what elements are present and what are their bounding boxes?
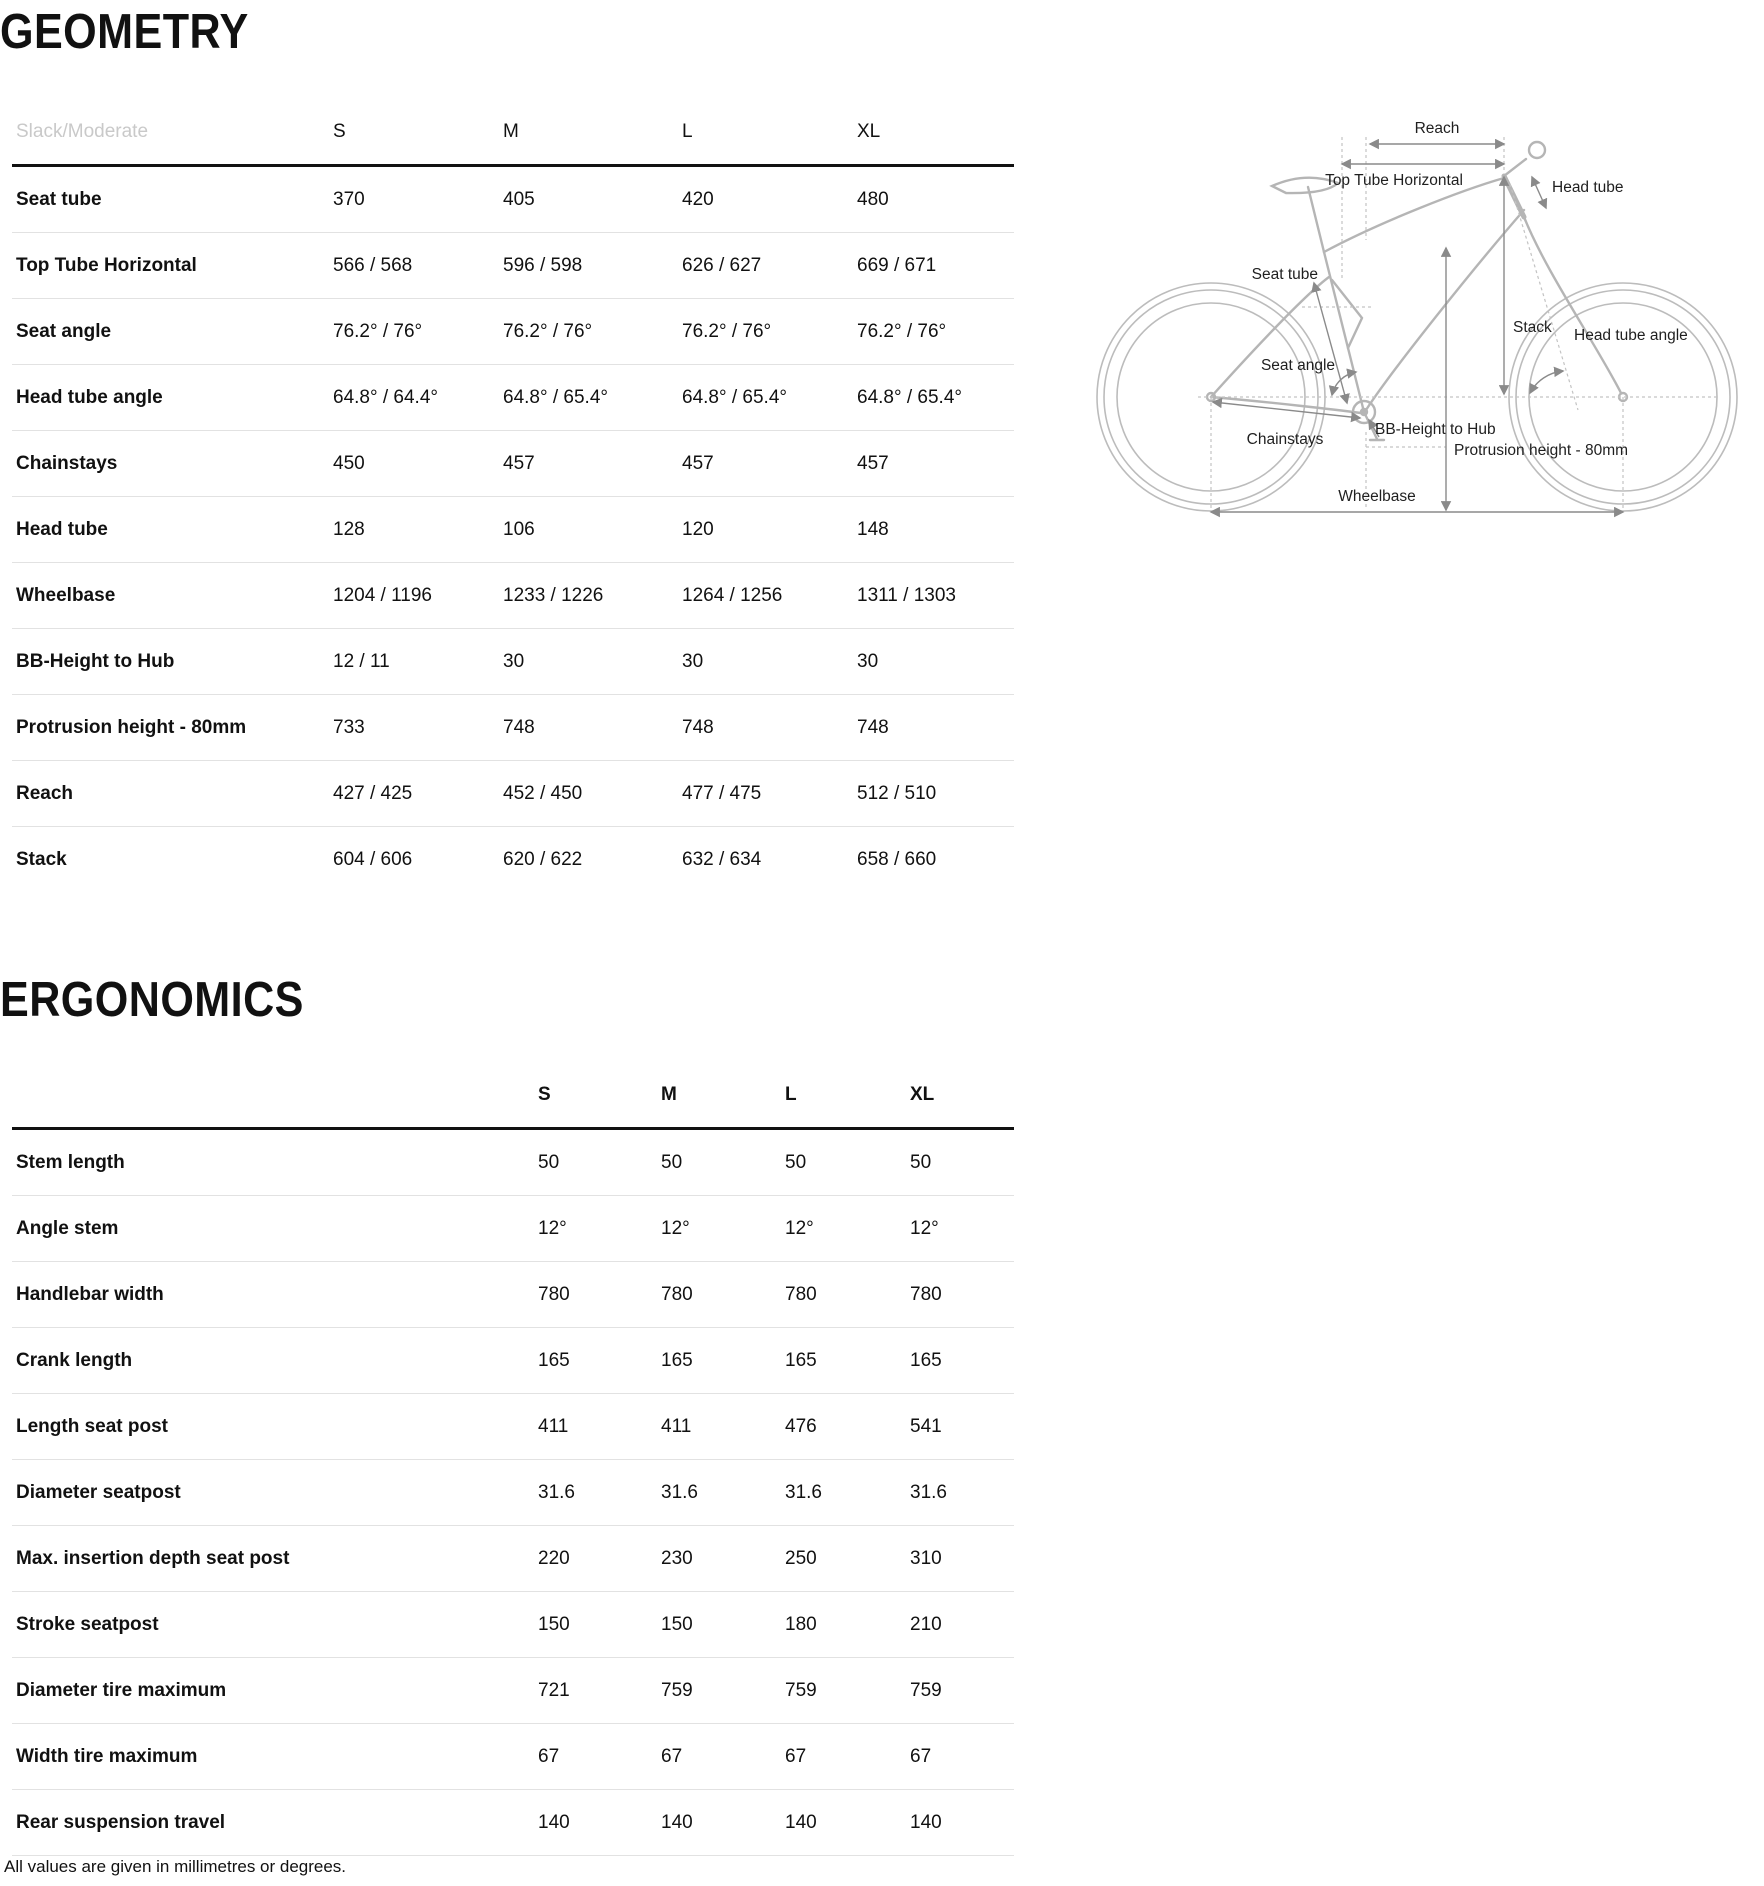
- row-value: 450: [333, 452, 365, 474]
- row-value: 140: [910, 1811, 942, 1833]
- table-row: [12, 233, 1014, 299]
- row-value: 31.6: [910, 1481, 947, 1503]
- table-row: [12, 1724, 1014, 1790]
- row-value: 452 / 450: [503, 782, 583, 804]
- table-row: [12, 1790, 1014, 1856]
- row-value: 748: [857, 716, 889, 738]
- row-label: Diameter seatpost: [16, 1481, 181, 1503]
- diagram-label-reach: Reach: [1414, 120, 1460, 137]
- diagram-label-stack: Stack: [1513, 319, 1552, 336]
- row-value: 50: [785, 1151, 807, 1173]
- row-value: 759: [910, 1679, 942, 1701]
- row-value: 31.6: [538, 1481, 575, 1503]
- row-value: 165: [661, 1349, 693, 1371]
- row-label: Seat angle: [16, 320, 112, 342]
- geometry-header-first-col: Slack/Moderate: [16, 120, 149, 142]
- row-value: 12°: [538, 1217, 567, 1239]
- table-row: [12, 1460, 1014, 1526]
- row-value: 76.2° / 76°: [503, 320, 593, 342]
- row-value: 780: [910, 1283, 942, 1305]
- diagram-label-seat-tube: Seat tube: [1251, 266, 1318, 283]
- table-row: [12, 497, 1014, 563]
- row-label: Stack: [16, 848, 67, 870]
- geometry-table: [12, 99, 1014, 892]
- table-row: [12, 1526, 1014, 1592]
- table-row: [12, 1262, 1014, 1328]
- row-value: 140: [661, 1811, 693, 1833]
- row-value: 67: [910, 1745, 932, 1767]
- diagram-label-seat-angle: Seat angle: [1260, 357, 1336, 374]
- row-label: Wheelbase: [16, 584, 116, 606]
- row-label: Chainstays: [16, 452, 118, 474]
- row-value: 632 / 634: [682, 848, 762, 870]
- row-value: 1264 / 1256: [682, 584, 783, 606]
- row-value: 12°: [785, 1217, 814, 1239]
- row-value: 210: [910, 1613, 942, 1635]
- row-value: 12°: [910, 1217, 939, 1239]
- row-value: 128: [333, 518, 365, 540]
- row-value: 780: [785, 1283, 817, 1305]
- table-row: [12, 1592, 1014, 1658]
- geometry-header-col-xl: XL: [857, 120, 881, 142]
- row-value: 477 / 475: [682, 782, 762, 804]
- row-label: Crank length: [16, 1349, 133, 1371]
- table-row: [12, 1658, 1014, 1724]
- row-value: 310: [910, 1547, 942, 1569]
- geometry-table-header: [12, 99, 1014, 167]
- table-row: [12, 761, 1014, 827]
- row-value: 411: [661, 1415, 692, 1437]
- table-row: [12, 629, 1014, 695]
- row-value: 50: [910, 1151, 932, 1173]
- row-value: 411: [538, 1415, 569, 1437]
- row-value: 165: [910, 1349, 942, 1371]
- diagram-label-head-tube: Head tube: [1552, 179, 1624, 196]
- ergonomics-header-col-xl: XL: [910, 1083, 935, 1105]
- row-value: 1311 / 1303: [857, 584, 956, 606]
- row-value: 658 / 660: [857, 848, 937, 870]
- row-value: 250: [785, 1547, 817, 1569]
- table-row: [12, 167, 1014, 233]
- row-value: 140: [785, 1811, 817, 1833]
- row-value: 67: [538, 1745, 560, 1767]
- row-label: Width tire maximum: [16, 1745, 198, 1767]
- row-value: 76.2° / 76°: [333, 320, 423, 342]
- row-value: 165: [785, 1349, 817, 1371]
- row-value: 476: [785, 1415, 817, 1437]
- row-value: 30: [857, 650, 879, 672]
- row-value: 405: [503, 188, 535, 210]
- row-label: Head tube angle: [16, 386, 163, 408]
- row-value: 230: [661, 1547, 693, 1569]
- table-row: [12, 1130, 1014, 1196]
- bike-geometry-diagram: [1080, 80, 1764, 525]
- row-value: 148: [857, 518, 889, 540]
- row-label: Handlebar width: [16, 1283, 164, 1305]
- table-row: [12, 695, 1014, 761]
- geometry-header-col-l: L: [682, 120, 693, 142]
- row-value: 733: [333, 716, 365, 738]
- row-value: 780: [661, 1283, 693, 1305]
- row-value: 106: [503, 518, 535, 540]
- row-value: 64.8° / 65.4°: [857, 386, 962, 408]
- diagram-label-chainstays: Chainstays: [1246, 431, 1324, 448]
- row-value: 420: [682, 188, 714, 210]
- row-value: 64.8° / 65.4°: [682, 386, 787, 408]
- row-label: Diameter tire maximum: [16, 1679, 227, 1701]
- table-row: [12, 1196, 1014, 1262]
- row-label: Reach: [16, 782, 74, 804]
- table-row: [12, 1394, 1014, 1460]
- row-value: 541: [910, 1415, 942, 1437]
- geometry-header-col-m: M: [503, 120, 519, 142]
- row-label: Head tube: [16, 518, 108, 540]
- row-value: 626 / 627: [682, 254, 762, 276]
- geometry-header-col-s: S: [333, 120, 346, 142]
- table-row: [12, 563, 1014, 629]
- row-value: 67: [785, 1745, 807, 1767]
- units-footnote: All values are given in millimetres or degrees.: [4, 1857, 347, 1876]
- row-value: 669 / 671: [857, 254, 937, 276]
- ergonomics-header-col-m: M: [661, 1083, 677, 1105]
- row-value: 457: [857, 452, 889, 474]
- diagram-label-wheelbase: Wheelbase: [1338, 488, 1416, 505]
- row-label: Seat tube: [16, 188, 102, 210]
- row-value: 220: [538, 1547, 570, 1569]
- row-label: Rear suspension travel: [16, 1811, 226, 1833]
- row-value: 457: [682, 452, 714, 474]
- table-row: [12, 299, 1014, 365]
- row-value: 150: [538, 1613, 570, 1635]
- row-value: 31.6: [785, 1481, 822, 1503]
- diagram-label-bb-height: BB-Height to Hub: [1375, 421, 1496, 438]
- row-value: 76.2° / 76°: [682, 320, 772, 342]
- row-label: BB-Height to Hub: [16, 650, 175, 672]
- row-value: 30: [682, 650, 704, 672]
- row-label: Length seat post: [16, 1415, 169, 1437]
- row-value: 748: [503, 716, 535, 738]
- ergonomics-header-col-l: L: [785, 1083, 797, 1105]
- row-value: 457: [503, 452, 535, 474]
- row-value: 748: [682, 716, 714, 738]
- row-value: 427 / 425: [333, 782, 413, 804]
- row-value: 620 / 622: [503, 848, 583, 870]
- row-value: 30: [503, 650, 525, 672]
- row-value: 370: [333, 188, 365, 210]
- row-value: 1233 / 1226: [503, 584, 604, 606]
- row-value: 604 / 606: [333, 848, 413, 870]
- diagram-label-head-tube-angle: Head tube angle: [1574, 327, 1688, 344]
- table-row: [12, 431, 1014, 497]
- row-label: Stem length: [16, 1151, 125, 1173]
- row-value: 64.8° / 64.4°: [333, 386, 438, 408]
- row-value: 140: [538, 1811, 570, 1833]
- row-label: Angle stem: [16, 1217, 119, 1239]
- diagram-label-top-tube: Top Tube Horizontal: [1325, 172, 1463, 189]
- row-value: 12°: [661, 1217, 690, 1239]
- table-row: [12, 827, 1014, 892]
- row-label: Protrusion height - 80mm: [16, 716, 247, 738]
- row-value: 759: [661, 1679, 693, 1701]
- row-label: Stroke seatpost: [16, 1613, 159, 1635]
- diagram-label-protrusion: Protrusion height - 80mm: [1454, 442, 1629, 459]
- row-value: 721: [538, 1679, 570, 1701]
- row-value: 180: [785, 1613, 817, 1635]
- row-label: Max. insertion depth seat post: [16, 1547, 290, 1569]
- row-value: 120: [682, 518, 714, 540]
- row-value: 150: [661, 1613, 693, 1635]
- ergonomics-table: [12, 1062, 1014, 1856]
- row-value: 64.8° / 65.4°: [503, 386, 608, 408]
- row-label: Top Tube Horizontal: [16, 254, 197, 276]
- row-value: 596 / 598: [503, 254, 583, 276]
- row-value: 12 / 11: [333, 650, 390, 672]
- ergonomics-section-title: ERGONOMICS: [0, 973, 304, 1027]
- table-row: [12, 365, 1014, 431]
- row-value: 566 / 568: [333, 254, 413, 276]
- row-value: 76.2° / 76°: [857, 320, 947, 342]
- row-value: 165: [538, 1349, 570, 1371]
- row-value: 480: [857, 188, 889, 210]
- row-value: 780: [538, 1283, 570, 1305]
- row-value: 50: [538, 1151, 560, 1173]
- table-row: [12, 1328, 1014, 1394]
- row-value: 759: [785, 1679, 817, 1701]
- row-value: 31.6: [661, 1481, 698, 1503]
- row-value: 50: [661, 1151, 683, 1173]
- ergonomics-table-header: [12, 1062, 1014, 1130]
- geometry-section-title: GEOMETRY: [0, 5, 249, 59]
- row-value: 1204 / 1196: [333, 584, 432, 606]
- row-value: 67: [661, 1745, 683, 1767]
- row-value: 512 / 510: [857, 782, 937, 804]
- ergonomics-header-col-s: S: [538, 1083, 551, 1105]
